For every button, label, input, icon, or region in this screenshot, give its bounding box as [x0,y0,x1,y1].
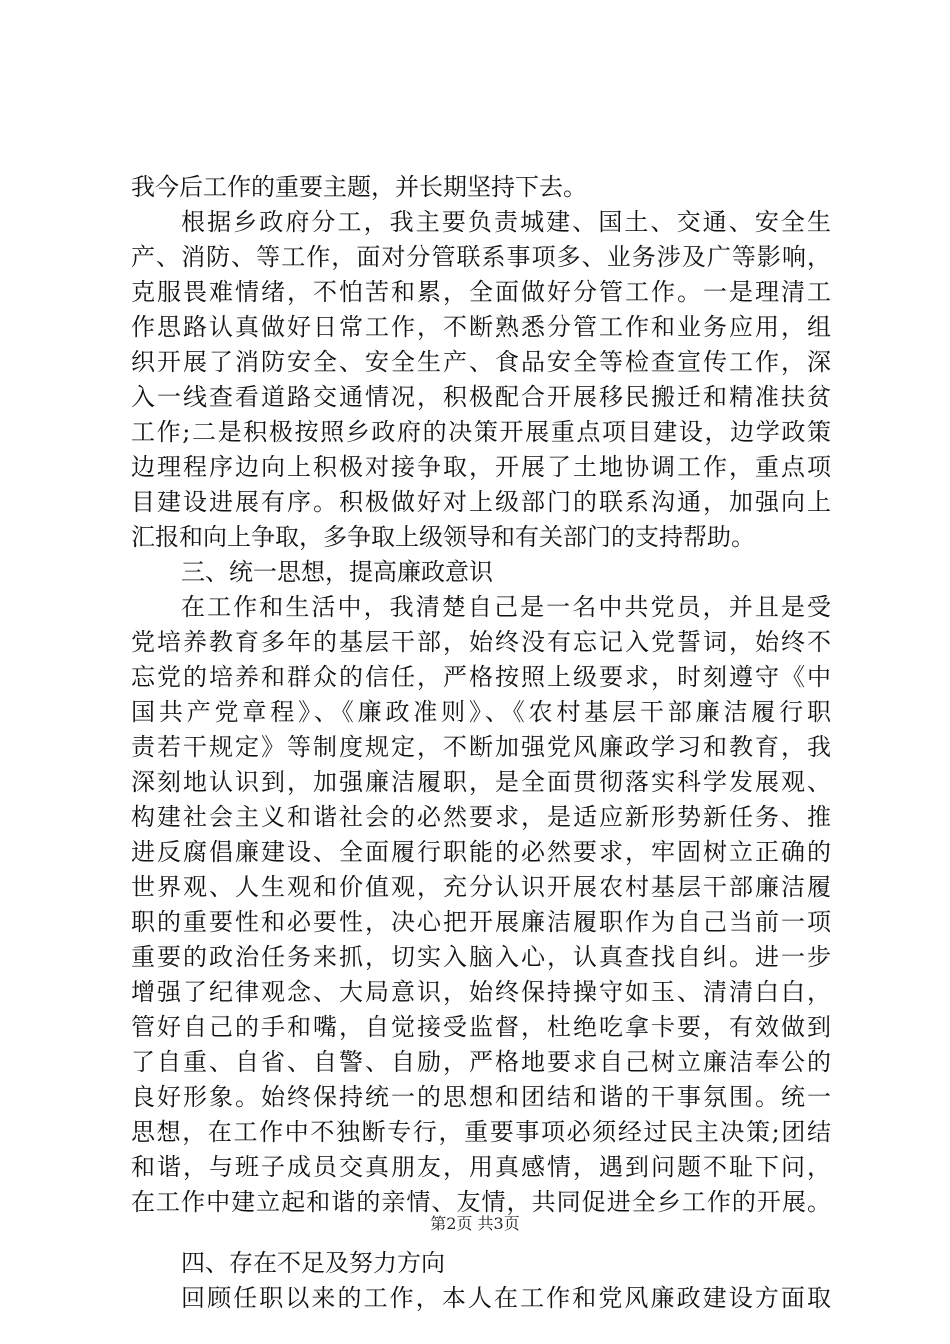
text-line: 回顾任职以来的工作，本人在工作和党风廉政建设方面取 [181,1284,831,1312]
text-line: 责若干规定》等制度规定，不断加强党风廉政学习和教育，我 [131,733,831,761]
page-footer: 第2页 共3页 [430,1214,520,1233]
text-line: 三、统一思想，提高廉政意识 [181,558,493,586]
text-line: 作思路认真做好日常工作，不断熟悉分管工作和业务应用，组 [131,313,831,341]
text-line: 国共产党章程》、《廉政准则》、《农村基层干部廉洁履行职 [131,698,831,726]
text-line: 克服畏难情绪，不怕苦和累，全面做好分管工作。一是理清工 [131,278,831,306]
text-line: 良好形象。始终保持统一的思想和团结和谐的干事氛围。统一 [131,1083,831,1111]
text-line: 思想，在工作中不独断专行，重要事项必须经过民主决策;团结 [131,1118,831,1146]
text-line: 和谐，与班子成员交真朋友，用真感情，遇到问题不耻下问， [131,1153,831,1181]
text-line: 入一线查看道路交通情况，积极配合开展移民搬迁和精准扶贫 [131,383,831,411]
text-line: 世界观、人生观和价值观，充分认识开展农村基层干部廉洁履 [131,873,831,901]
text-line: 我今后工作的重要主题，并长期坚持下去。 [131,173,587,201]
text-line: 职的重要性和必要性，决心把开展廉洁履职作为自己当前一项 [131,908,831,936]
text-line: 重要的政治任务来抓，切实入脑入心，认真查找自纠。进一步 [131,943,831,971]
text-line: 管好自己的手和嘴，自觉接受监督，杜绝吃拿卡要，有效做到 [131,1013,831,1041]
text-line: 增强了纪律观念、大局意识，始终保持操守如玉、清清白白， [131,978,831,1006]
text-line: 产、消防、等工作，面对分管联系事项多、业务涉及广等影响， [131,243,831,271]
text-line: 党培养教育多年的基层干部，始终没有忘记入党誓词，始终不 [131,628,831,656]
text-line: 边理程序边向上积极对接争取，开展了土地协调工作，重点项 [131,453,831,481]
text-line: 织开展了消防安全、安全生产、食品安全等检查宣传工作，深 [131,348,831,376]
text-line: 根据乡政府分工，我主要负责城建、国土、交通、安全生 [181,208,831,236]
text-line: 忘党的培养和群众的信任，严格按照上级要求，时刻遵守《中 [131,663,831,691]
text-line: 汇报和向上争取，多争取上级领导和有关部门的支持帮助。 [131,523,755,551]
text-line: 目建设进展有序。积极做好对上级部门的联系沟通，加强向上 [131,488,831,516]
text-line: 四、存在不足及努力方向 [181,1249,445,1277]
document-body [131,170,831,1316]
text-line: 了自重、自省、自警、自励，严格地要求自己树立廉洁奉公的 [131,1048,831,1076]
text-line: 在工作和生活中，我清楚自己是一名中共党员，并且是受 [181,593,831,621]
text-line: 深刻地认识到，加强廉洁履职，是全面贯彻落实科学发展观、 [131,768,831,796]
text-line: 工作;二是积极按照乡政府的决策开展重点项目建设，边学政策 [131,418,831,446]
text-line: 在工作中建立起和谐的亲情、友情，共同促进全乡工作的开展。 [131,1188,831,1216]
text-line: 构建社会主义和谐社会的必然要求，是适应新形势新任务、推 [131,803,831,831]
text-line: 进反腐倡廉建设、全面履行职能的必然要求，牢固树立正确的 [131,838,831,866]
